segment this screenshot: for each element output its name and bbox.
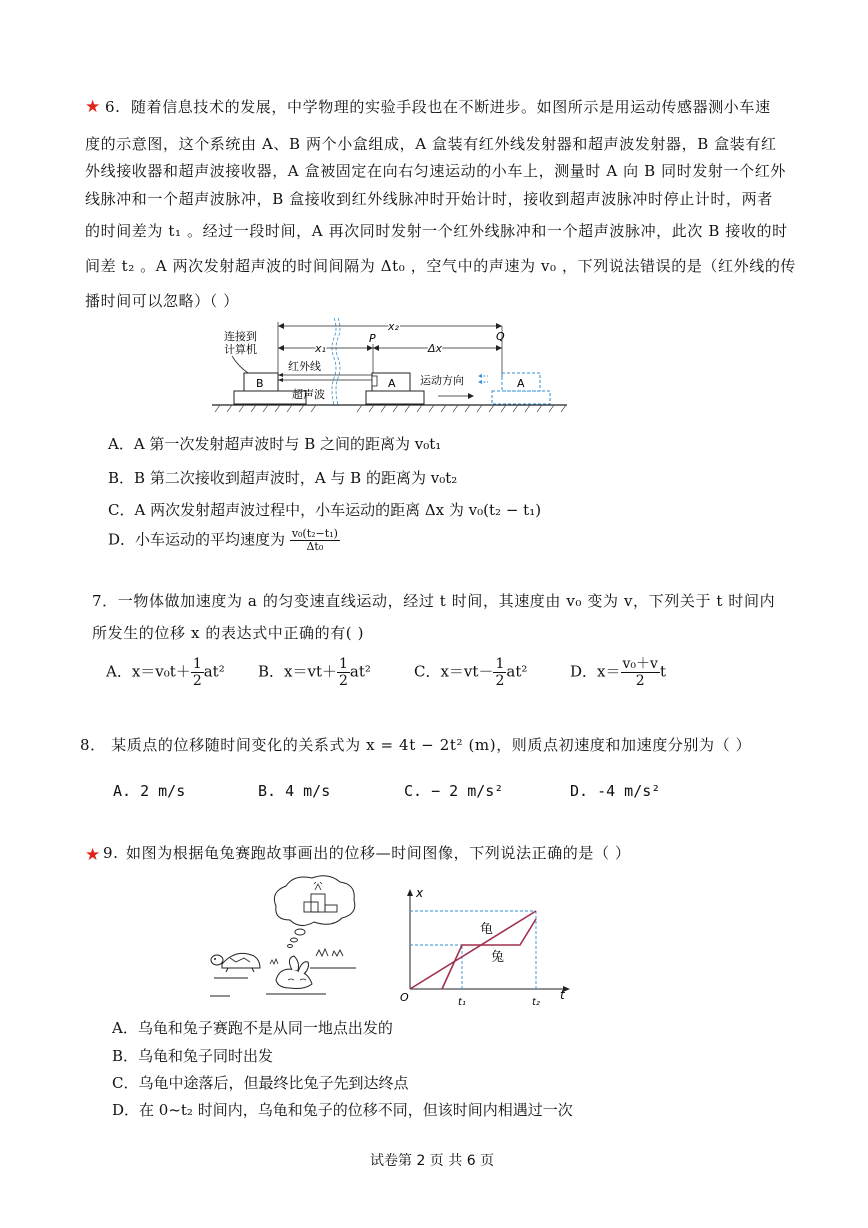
q6-line-4: 线脉冲和一个超声波脉冲，B 盒接收到红外线脉冲时开始计时，接收到超声波脉冲时停止计时，两者 [85,190,773,208]
q7-option-d-fraction [621,656,660,689]
box-a-label: A [388,377,396,390]
t2-label: t₂ [532,997,540,1008]
q7-option-d [570,656,666,689]
half-denominator: 2 [339,673,348,689]
q7-option-a-rhs: at² [203,662,225,681]
half-denominator: 2 [192,673,202,689]
q8-option-b: B. 4 m/s [258,782,331,800]
q9-line: 如图为根据龟兔赛跑故事画出的位移—时间图像，下列说法正确的是（ ） [126,844,631,862]
q6-option-c: C．A 两次发射超声波过程中，小车运动的距离 Δx 为 v₀(t₂ − t₁) [108,501,542,519]
q6-option-d-denominator: Δt₀ [306,540,324,553]
box-a2-label: A [517,377,525,390]
q7-option-d-rhs: t [659,662,666,681]
q6-option-d [108,528,340,553]
q8-option-c: C. − 2 m/s² [404,782,504,800]
q6-option-d-fraction [290,528,340,553]
q6-figure [212,318,572,418]
q7-option-c [414,656,527,689]
q7-option-b-rhs: at² [349,662,371,681]
q7-option-b-lhs: B．x＝vt＋ [258,662,337,681]
q6-option-d-numerator: v₀(t₂−t₁) [291,527,338,540]
q7-option-a-half [191,656,204,689]
dx-label: Δx [428,342,443,355]
q7-option-d-denominator: 2 [635,673,645,689]
turtle-label: 龟 [480,922,494,937]
q6-number: 6. [105,98,121,116]
q6-line-2: 度的示意图，这个系统由 A、B 两个小盒组成，A 盒装有红外线发射器和超声波发射器，B 盒装有红 [85,135,777,153]
q6-option-d-text: D．小车运动的平均速度为 [108,530,286,549]
rabbit-label: 兔 [491,950,505,965]
q7-option-b-half [337,656,350,689]
q6-line-3: 外线接收器和超声波接收器，A 盒被固定在向右匀速运动的小车上，测量时 A 向 B 同时发射一个红外 [85,162,786,180]
q7-option-a [106,656,225,689]
star-icon: ★ [85,97,101,117]
infrared-label: 红外线 [288,360,321,373]
q7-option-d-lhs: D．x＝ [570,662,621,681]
page-footer: 试卷第 2 页 共 6 页 [370,1153,495,1169]
q7-option-c-half [493,656,506,689]
q9-option-c: C．乌龟中途落后，但最终比兔子先到达终点 [112,1074,409,1092]
computer-label-2: 计算机 [224,343,257,356]
q8-option-a: A. 2 m/s [113,782,186,800]
turtle-line [410,911,536,989]
q7-option-c-lhs: C．x＝vt－ [414,662,494,681]
q8-line: 8． 某质点的位移随时间变化的关系式为 x = 4t − 2t² (m)，则质点初速度和加速度分别为（ ） [80,736,752,754]
half-numerator: 1 [495,656,505,672]
box-b-label: B [256,377,264,390]
q7-option-c-rhs: at² [506,662,528,681]
q9-graph [396,885,576,1015]
q9-number: 9. [103,844,119,862]
star-icon: ★ [85,845,101,865]
half-denominator: 2 [495,673,505,689]
ultrasound-label: 超声波 [292,388,325,401]
q6-line-6: 间差 t₂ 。A 两次发射超声波的时间间隔为 Δt₀ ，空气中的声速为 v₀ ，下列说法错误的是（红外线的传 [85,257,797,275]
origin-label: O [400,991,409,1004]
q6-text [85,92,796,316]
x2-label: x₂ [388,320,399,333]
q8-option-d: D. -4 m/s² [570,782,661,800]
x1-label: x₁ [315,342,326,355]
t-axis-label: t [560,988,565,1002]
computer-label-1: 连接到 [224,330,257,343]
q7-line-1: 7．一物体做加速度为 a 的匀变速直线运动，经过 t 时间，其速度由 v₀ 变为 v，下列关于 t 时间内 [92,592,776,610]
q6-line-5: 的时间差为 t₁ 。经过一段时间，A 再次同时发射一个红外线脉冲和一个超声波脉冲，此次 B 接收的时 [85,222,788,240]
p-label: P [369,332,376,345]
t1-label: t₁ [458,997,466,1008]
q9-option-d: D．在 0~t₂ 时间内，乌龟和兔子的位移不同，但该时间内相遇过一次 [112,1101,573,1119]
x-axis-label: x [416,886,424,900]
tortoise-hare-cartoon-image [208,872,368,1002]
q6-line-1: 随着信息技术的发展，中学物理的实验手段也在不断进步。如图所示是用运动传感器测小车速 [131,98,771,116]
q9-option-a: A．乌龟和兔子赛跑不是从同一地点出发的 [112,1019,393,1037]
q7-line-2: 所发生的位移 x 的表达式中正确的有( ) [92,624,365,642]
half-numerator: 1 [339,656,348,672]
q7-option-a-lhs: A．x＝v₀t＋ [106,662,191,681]
q-label: Q [496,330,505,343]
q6-line-7: 播时间可以忽略）（ ） [85,292,239,310]
q7-option-b [258,656,371,689]
q6-option-a: A．A 第一次发射超声波时与 B 之间的距离为 v₀t₁ [108,435,442,453]
half-numerator: 1 [192,656,202,672]
direction-label: 运动方向 [420,374,464,387]
q6-option-b: B．B 第二次接收到超声波时，A 与 B 的距离为 v₀t₂ [108,469,458,487]
q9-option-b: B．乌龟和兔子同时出发 [112,1047,274,1065]
q7-option-d-numerator: v₀＋v [622,656,658,672]
